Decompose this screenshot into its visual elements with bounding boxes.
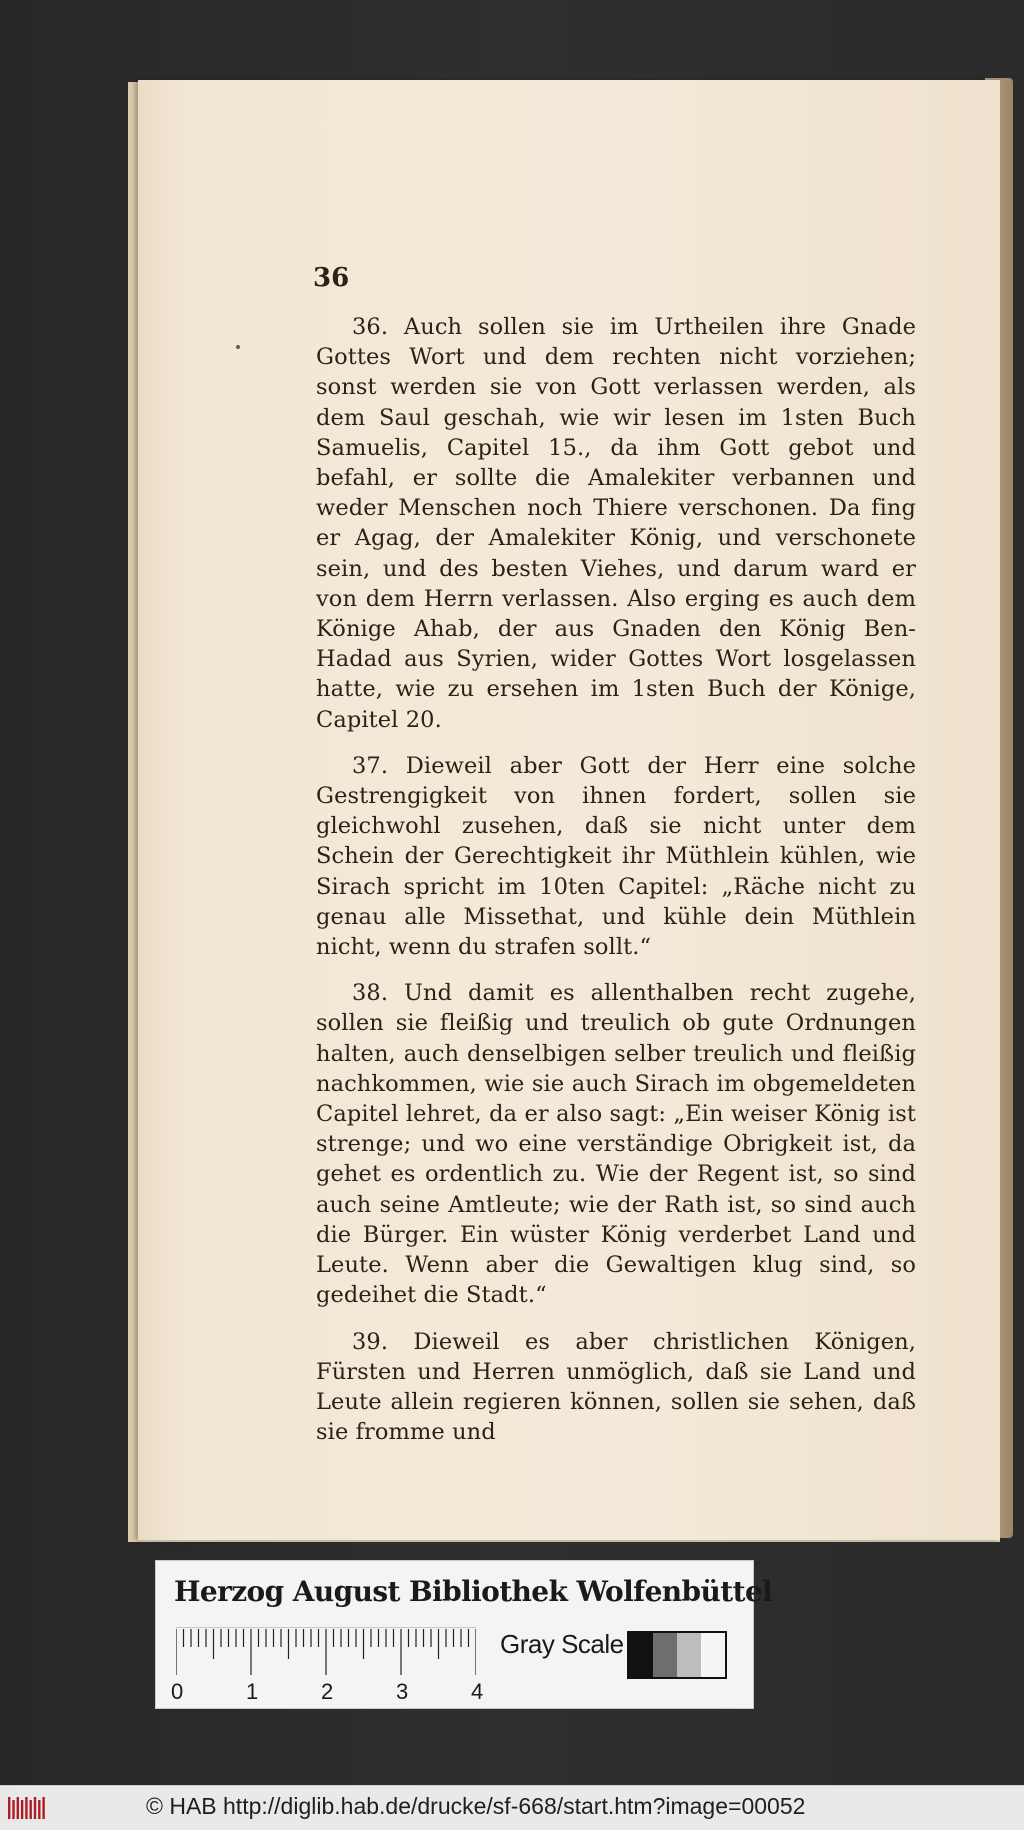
logo-bar (25, 1797, 27, 1819)
gray-swatch-white (701, 1633, 725, 1677)
logo-bar (17, 1797, 19, 1819)
logo-bar (12, 1800, 14, 1819)
logo-bar (34, 1797, 36, 1819)
ruler-number: 1 (246, 1679, 259, 1704)
logo-bar (38, 1800, 40, 1819)
ruler-number: 0 (171, 1679, 184, 1704)
copyright-url[interactable]: © HAB http://diglib.hab.de/drucke/sf-668/start.htm?image=00052 (146, 1793, 806, 1819)
page-text (316, 312, 916, 1463)
gray-swatch-light (677, 1633, 701, 1677)
gray-swatch-black (629, 1633, 653, 1677)
gray-scale-swatches (627, 1631, 727, 1679)
ruler-number: 4 (471, 1679, 484, 1704)
library-name: Herzog August Bibliothek Wolfenbüttel (174, 1575, 773, 1608)
ruler-numbers (171, 1679, 511, 1705)
paragraph-39: 39. Dieweil es aber christlichen Königen, Fürsten und Herren unmöglich, daß sie Land und Leute allein regieren können, sollen sie sehen, daß sie fromme und (316, 1328, 916, 1446)
paragraph-36: 36. Auch sollen sie im Urtheilen ihre Gnade Gottes Wort und dem rechten nicht vorziehen; sonst werden sie von Gott verlassen werden, als dem Saul geschah, wie wir lesen im 1sten Buch Samuelis, Capitel 15., da ihm Gott gebot und befahl, er sollte die Amalekiter verbannen und weder Menschen noch Thiere verschonen. Da fing er Agag, der Amalekiter König, und verschonete sein, und des besten Viehes, und darum ward er von dem Herrn verlassen. Also erging es auch dem Könige Ahab, der aus Gnaden den König Ben-Hadad aus Syrien, wider Gottes Wort losgelassen hatte, wie zu ersehen im 1sten Buch der Könige, Capitel 20. (316, 314, 916, 733)
paragraph-37: 37. Dieweil aber Gott der Herr eine solche Gestrengigkeit von ihnen fordert, sollen sie gleichwohl zusehen, daß sie nicht unter dem Schein der Gerechtigkeit ihr Müthlein kühlen, wie Sirach spricht im 10ten Capitel: „Räche nicht zu genau alle Missethat, und kühle dein Müthlein nicht, wenn du strafen sollt.“ (316, 752, 916, 961)
ruler-number: 3 (396, 1679, 409, 1704)
gray-scale-label: Gray Scale (500, 1629, 624, 1659)
gray-swatch-dark (653, 1633, 677, 1677)
logo-bar (30, 1800, 32, 1819)
footer-bar (0, 1785, 1024, 1830)
ink-speck (236, 345, 240, 349)
paragraph-38: 38. Und damit es allenthalben recht zugehe, sollen sie fleißig und treulich ob gute Ordnungen halten, auch denselbigen selber treulich und fleißig nachkommen, wie sie auch Sirach im obgemeldeten Capitel lehret, da er also sagt: „Ein weiser König ist strenge; und wo eine verständige Obrigkeit ist, da gehet es ordentlich zu. Wie der Regent ist, so sind auch seine Amtleute; wie der Rath ist, so sind auch die Bürger. Ein wüster König verderbet Land und Leute. Wenn aber die Gewaltigen klug sind, so gedeihet die Stadt.“ (316, 980, 916, 1309)
ruler-scale (176, 1627, 476, 1679)
color-reference-card (155, 1560, 773, 1709)
logo-bar (8, 1797, 10, 1819)
hab-logo-icon (6, 1794, 48, 1822)
logo-bar (42, 1797, 44, 1819)
ruler-number: 2 (321, 1679, 334, 1704)
page-number: 36 (313, 263, 350, 293)
logo-bar (21, 1800, 23, 1819)
